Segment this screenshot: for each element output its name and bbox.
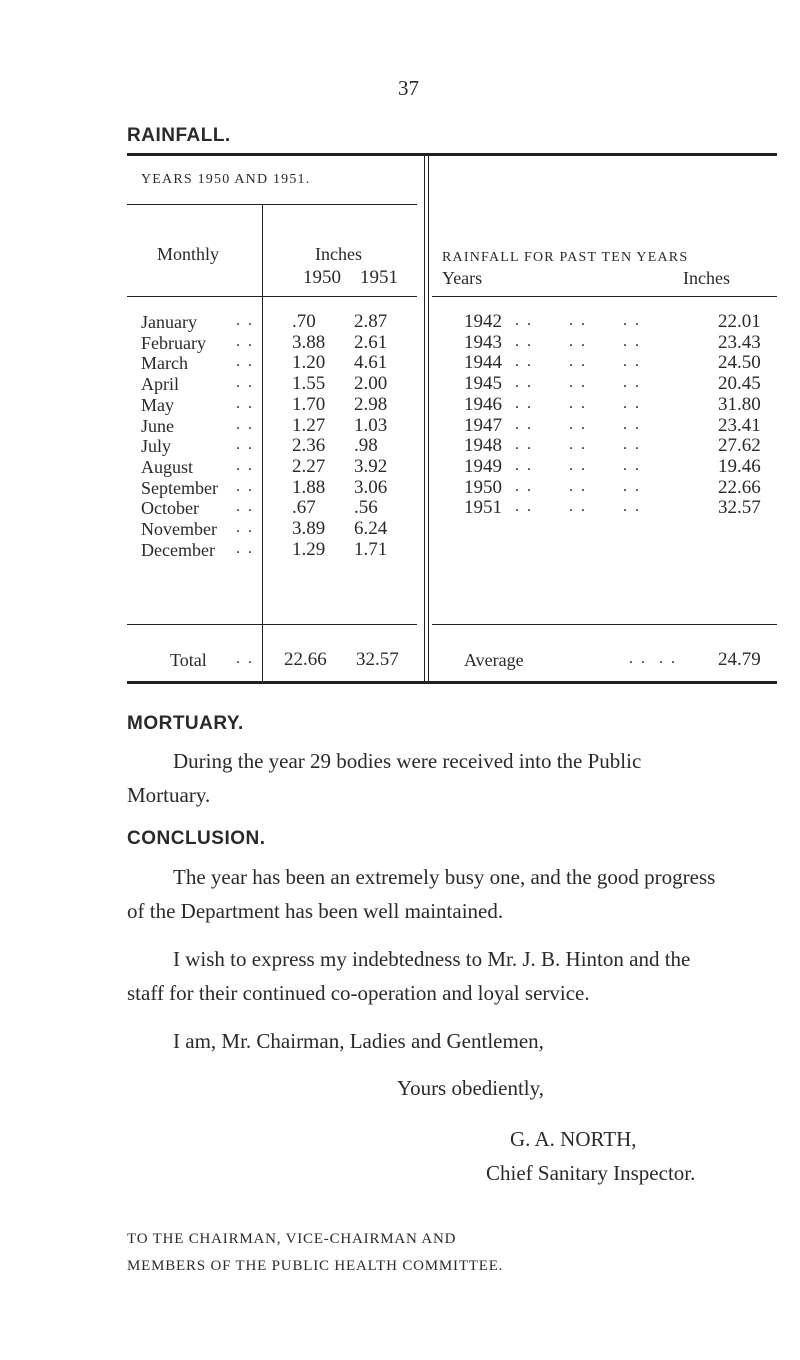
year-label: 1950 bbox=[464, 477, 502, 498]
right-inches-header: Inches bbox=[683, 268, 730, 288]
col-1951-header: 1951 bbox=[360, 267, 398, 288]
value-1951: 2.87 bbox=[354, 311, 388, 332]
value-1951: 2.00 bbox=[354, 373, 388, 394]
page-number: 37 bbox=[398, 76, 419, 100]
leader-dots: . . bbox=[236, 333, 254, 350]
year-label: 1948 bbox=[464, 435, 502, 456]
value-1950: 3.89 bbox=[292, 518, 326, 539]
month-name: August bbox=[141, 457, 194, 477]
leader-dots: . . bbox=[236, 457, 254, 474]
month-name: June bbox=[141, 416, 174, 436]
value-1950: 1.29 bbox=[292, 539, 326, 560]
mortuary-text: During the year 29 bodies were received into the Public Mortuary. bbox=[127, 749, 642, 807]
leader-dots: . . bbox=[236, 436, 254, 453]
year-inches: 22.66 bbox=[718, 477, 761, 498]
year-inches: 31.80 bbox=[718, 394, 761, 415]
leader-dots: . . . . . . bbox=[515, 312, 641, 329]
value-1951: 3.06 bbox=[354, 477, 388, 498]
mortuary-heading: MORTUARY. bbox=[127, 713, 244, 734]
month-name: April bbox=[141, 374, 179, 394]
value-1951: .98 bbox=[354, 435, 378, 456]
leader-dots: . . bbox=[236, 540, 254, 557]
month-name: January bbox=[141, 312, 197, 332]
month-name: May bbox=[141, 395, 174, 415]
leader-dots: . . bbox=[236, 312, 254, 329]
year-label: 1944 bbox=[464, 352, 502, 373]
leader-dots: . . . . . . bbox=[515, 478, 641, 495]
right-table-title: RAINFALL FOR PAST TEN YEARS bbox=[442, 250, 689, 265]
left-table-title: YEARS 1950 AND 1951. bbox=[141, 172, 311, 187]
leader-dots: . . . . . . bbox=[515, 498, 641, 515]
leader-dots: . . bbox=[236, 416, 254, 433]
year-label: 1945 bbox=[464, 373, 502, 394]
years-header: Years bbox=[442, 268, 483, 288]
month-name: October bbox=[141, 498, 199, 518]
value-1950: 1.55 bbox=[292, 373, 326, 394]
signature-title: Chief Sanitary Inspector. bbox=[486, 1161, 696, 1185]
value-1951: 6.24 bbox=[354, 518, 388, 539]
value-1951: 4.61 bbox=[354, 352, 388, 373]
leader-dots: . . bbox=[236, 353, 254, 370]
leader-dots: . . . . . . bbox=[515, 416, 641, 433]
month-name: November bbox=[141, 519, 217, 539]
leader-dots: . . bbox=[236, 395, 254, 412]
value-1950: 1.20 bbox=[292, 352, 326, 373]
leader-dots: . . bbox=[236, 478, 254, 495]
year-inches: 32.57 bbox=[718, 497, 761, 518]
month-name: July bbox=[141, 436, 172, 456]
month-name: February bbox=[141, 333, 206, 353]
value-1951: 2.98 bbox=[354, 394, 388, 415]
footer-line-1: TO THE CHAIRMAN, VICE-CHAIRMAN AND bbox=[127, 1231, 457, 1247]
leader-dots: . . . . . . bbox=[515, 436, 641, 453]
average-value: 24.79 bbox=[718, 649, 761, 670]
leader-dots: . . . . . . bbox=[515, 374, 641, 391]
value-1951: .56 bbox=[354, 497, 378, 518]
footer-line-2: MEMBERS OF THE PUBLIC HEALTH COMMITTEE. bbox=[127, 1258, 504, 1274]
inches-header: Inches bbox=[315, 244, 362, 264]
conclusion-paragraph-1: The year has been an extremely busy one, and the good progress of the Department has been well maintained. bbox=[127, 865, 716, 923]
value-1950: 3.88 bbox=[292, 332, 326, 353]
total-1951: 32.57 bbox=[356, 649, 399, 670]
value-1951: 1.71 bbox=[354, 539, 388, 560]
value-1951: 2.61 bbox=[354, 332, 388, 353]
month-name: March bbox=[141, 353, 188, 373]
value-1950: .67 bbox=[292, 497, 316, 518]
conclusion-paragraph-2: I wish to express my indebtedness to Mr. J. B. Hinton and the staff for their continued co-operation and loyal service. bbox=[127, 947, 691, 1005]
total-1950: 22.66 bbox=[284, 649, 327, 670]
leader-dots: . . bbox=[236, 374, 254, 391]
value-1950: 2.36 bbox=[292, 435, 326, 456]
year-label: 1946 bbox=[464, 394, 502, 415]
leader-dots: . . bbox=[236, 519, 254, 536]
value-1951: 3.92 bbox=[354, 456, 388, 477]
month-name: September bbox=[141, 478, 218, 498]
year-label: 1943 bbox=[464, 332, 502, 353]
year-inches: 24.50 bbox=[718, 352, 761, 373]
leader-dots: . . . . . . bbox=[515, 395, 641, 412]
total-label: Total bbox=[170, 650, 207, 670]
value-1951: 1.03 bbox=[354, 415, 388, 436]
monthly-header: Monthly bbox=[157, 244, 220, 264]
conclusion-paragraph-3: I am, Mr. Chairman, Ladies and Gentlemen, bbox=[173, 1029, 544, 1053]
year-label: 1947 bbox=[464, 415, 502, 436]
col-1950-header: 1950 bbox=[303, 267, 341, 288]
average-dots: . . . . bbox=[629, 650, 677, 667]
value-1950: .70 bbox=[292, 311, 316, 332]
year-inches: 20.45 bbox=[718, 373, 761, 394]
leader-dots: . . . . . . bbox=[515, 353, 641, 370]
year-label: 1942 bbox=[464, 311, 502, 332]
year-label: 1949 bbox=[464, 456, 502, 477]
year-inches: 22.01 bbox=[718, 311, 761, 332]
signature-name: G. A. NORTH, bbox=[510, 1127, 637, 1151]
total-dots: . . bbox=[236, 650, 254, 667]
year-inches: 23.43 bbox=[718, 332, 761, 353]
average-label: Average bbox=[464, 650, 524, 670]
month-name: December bbox=[141, 540, 215, 560]
leader-dots: . . . . . . bbox=[515, 457, 641, 474]
leader-dots: . . bbox=[236, 498, 254, 515]
value-1950: 1.70 bbox=[292, 394, 326, 415]
year-inches: 27.62 bbox=[718, 435, 761, 456]
value-1950: 1.27 bbox=[292, 415, 326, 436]
conclusion-heading: CONCLUSION. bbox=[127, 828, 266, 849]
value-1950: 1.88 bbox=[292, 477, 326, 498]
leader-dots: . . . . . . bbox=[515, 333, 641, 350]
value-1950: 2.27 bbox=[292, 456, 326, 477]
closing-line: Yours obediently, bbox=[397, 1076, 545, 1100]
year-label: 1951 bbox=[464, 497, 502, 518]
rainfall-heading: RAINFALL. bbox=[127, 125, 231, 146]
year-inches: 23.41 bbox=[718, 415, 761, 436]
year-inches: 19.46 bbox=[718, 456, 761, 477]
